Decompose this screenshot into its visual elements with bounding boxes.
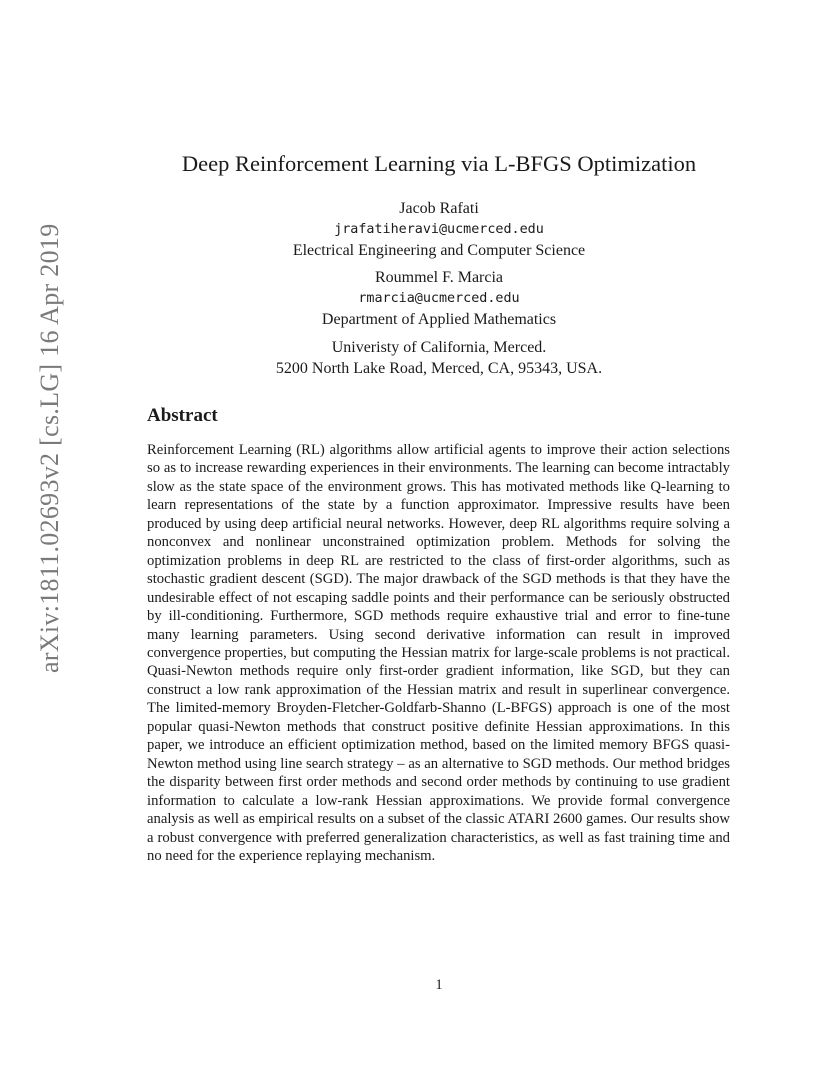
paper-header	[0, 149, 828, 379]
affiliation-line-2: 5200 North Lake Road, Merced, CA, 95343, USA.	[275, 360, 603, 377]
paper-title: Deep Reinforcement Learning via L-BFGS Optimization	[181, 151, 697, 176]
page-number: 1	[435, 977, 443, 993]
abstract-body: Reinforcement Learning (RL) algorithms allow artificial agents to improve their action selections so as to increase rewarding experiences in their environments. The learning can become intractably slow as the state space of the environment grows. This has motivated methods like Q-learning to learn representations of the state by a function approximator. Impressive results have been produced by using deep artificial neural networks. However, deep RL algorithms require solving a nonconvex and nonlinear unconstrained optimization problem. Methods for solving the optimization problems in deep RL are restricted to the class of first-order algorithms, such as stochastic gradient descent (SGD). The major drawback of the SGD methods is that they have the undesirable effect of not escaping saddle points and their performance can be seriously obstructed by ill-conditioning. Furthermore, SGD methods require exhaustive trial and error to fine-tune many learning parameters. Using second derivative information can result in improved convergence properties, but computing the Hessian matrix for large-scale problems is not practical. Quasi-Newton methods require only first-order gradient information, like SGD, but they can construct a low rank approximation of the Hessian matrix and result in superlinear convergence. The limited-memory Broyden-Fletcher-Goldfarb-Shanno (L-BFGS) approach is one of the most popular quasi-Newton methods that construct positive definite Hessian approximations. In this paper, we introduce an efficient optimization method, based on the limited memory BFGS quasi-Newton method using line search strategy – as an alternative to SGD methods. Our method bridges the disparity between first order methods and second order methods by continuing to use gradient information to calculate a low-rank Hessian approximations. We provide formal convergence analysis as well as empirical results on a subset of the classic ATARI 2600 games. Our results show a robust convergence with preferred generalization characteristics, as well as fast training time and no need for the experience replaying mechanism.	[147, 442, 730, 864]
abstract-heading: Abstract	[147, 405, 218, 426]
author-department: Department of Applied Mathematics	[321, 311, 557, 328]
author-name: Roummel F. Marcia	[374, 269, 504, 286]
author-department: Electrical Engineering and Computer Science	[292, 242, 586, 259]
author-email: jrafatiheravi@ucmerced.edu	[334, 222, 544, 237]
affiliation-block	[0, 337, 828, 379]
arxiv-identifier-stamp: arXiv:1811.02693v2 [cs.LG] 16 Apr 2019	[35, 223, 64, 673]
author-block-1	[0, 198, 828, 261]
author-email: rmarcia@ucmerced.edu	[358, 291, 520, 306]
affiliation-line-1: Univeristy of California, Merced.	[331, 339, 547, 356]
author-name: Jacob Rafati	[399, 200, 479, 217]
author-block-2	[0, 267, 828, 330]
